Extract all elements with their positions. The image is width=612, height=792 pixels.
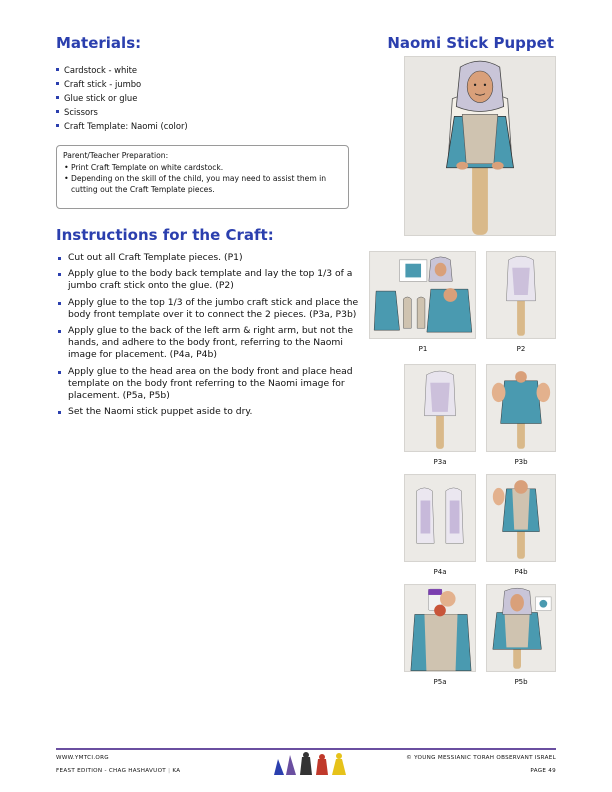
photo-p1 xyxy=(369,251,476,339)
caption-p2: P2 xyxy=(516,345,526,353)
list-item: Apply glue to the body back template and lay the top 1/3 of a jumbo craft stick onto the glue. (P2) xyxy=(56,268,366,292)
photo-p4a xyxy=(404,474,476,562)
list-item: Set the Naomi stick puppet aside to dry. xyxy=(56,406,366,418)
caption-p3a: P3a xyxy=(433,458,447,466)
list-item: • Print Craft Template on white cardstock. xyxy=(63,162,342,173)
instructions-list xyxy=(56,252,366,422)
photo-p2 xyxy=(486,251,556,339)
preparation-box xyxy=(56,145,349,209)
footer-copyright: © YOUNG MESSIANIC TORAH OBSERVANT ISRAEL xyxy=(406,755,556,761)
footer-edition-text: FEAST EDITION - CHAG HASHAVUOT xyxy=(56,768,166,774)
list-item: Glue stick or glue xyxy=(56,91,188,105)
footer-rule xyxy=(56,748,556,750)
list-item: Apply glue to the back of the left arm & right arm, but not the hands, and adhere to the body front, referring to the Naomi image for placement. (P4a, P4b) xyxy=(56,325,366,362)
list-item: Scissors xyxy=(56,105,188,119)
footer-edition-code: KA xyxy=(172,768,181,774)
photo-p5a xyxy=(404,584,476,672)
materials-heading: Materials: xyxy=(56,34,142,52)
list-item: Cut out all Craft Template pieces. (P1) xyxy=(56,252,366,264)
ymtoi-logo xyxy=(272,751,348,777)
finished-puppet-photo xyxy=(404,56,556,236)
list-item: Craft stick - jumbo xyxy=(56,77,188,91)
list-item: Cardstock - white xyxy=(56,63,188,77)
preparation-heading: Parent/Teacher Preparation: xyxy=(63,151,169,160)
caption-p4b: P4b xyxy=(514,568,528,576)
footer-site: WWW.YMTCI.ORG xyxy=(56,755,109,761)
photo-p4b xyxy=(486,474,556,562)
list-item: Apply glue to the top 1/3 of the jumbo craft stick and place the body front template over it to connect the 2 pieces. (P3a, P3b) xyxy=(56,297,366,321)
caption-p5a: P5a xyxy=(433,678,447,686)
puppet-illustration xyxy=(405,57,555,235)
photo-p3a xyxy=(404,364,476,452)
photo-p3b xyxy=(486,364,556,452)
photo-p5b xyxy=(486,584,556,672)
list-item: • Depending on the skill of the child, you may need to assist them in cutting out the Craft Template pieces. xyxy=(63,173,342,195)
footer-edition: FEAST EDITION - CHAG HASHAVUOT | KA xyxy=(56,768,181,774)
caption-p5b: P5b xyxy=(514,678,528,686)
list-item: Apply glue to the head area on the body front and place head template on the body front referring to the Naomi image for placement. (P5a, P5b) xyxy=(56,366,366,403)
materials-list xyxy=(56,63,188,133)
list-item: Craft Template: Naomi (color) xyxy=(56,119,188,133)
caption-p3b: P3b xyxy=(514,458,528,466)
instructions-heading: Instructions for the Craft: xyxy=(56,226,274,244)
puppet-title: Naomi Stick Puppet xyxy=(387,34,554,52)
preparation-list xyxy=(63,162,342,195)
footer-page-number: PAGE 49 xyxy=(530,768,556,774)
caption-p4a: P4a xyxy=(433,568,447,576)
caption-p1: P1 xyxy=(418,345,428,353)
